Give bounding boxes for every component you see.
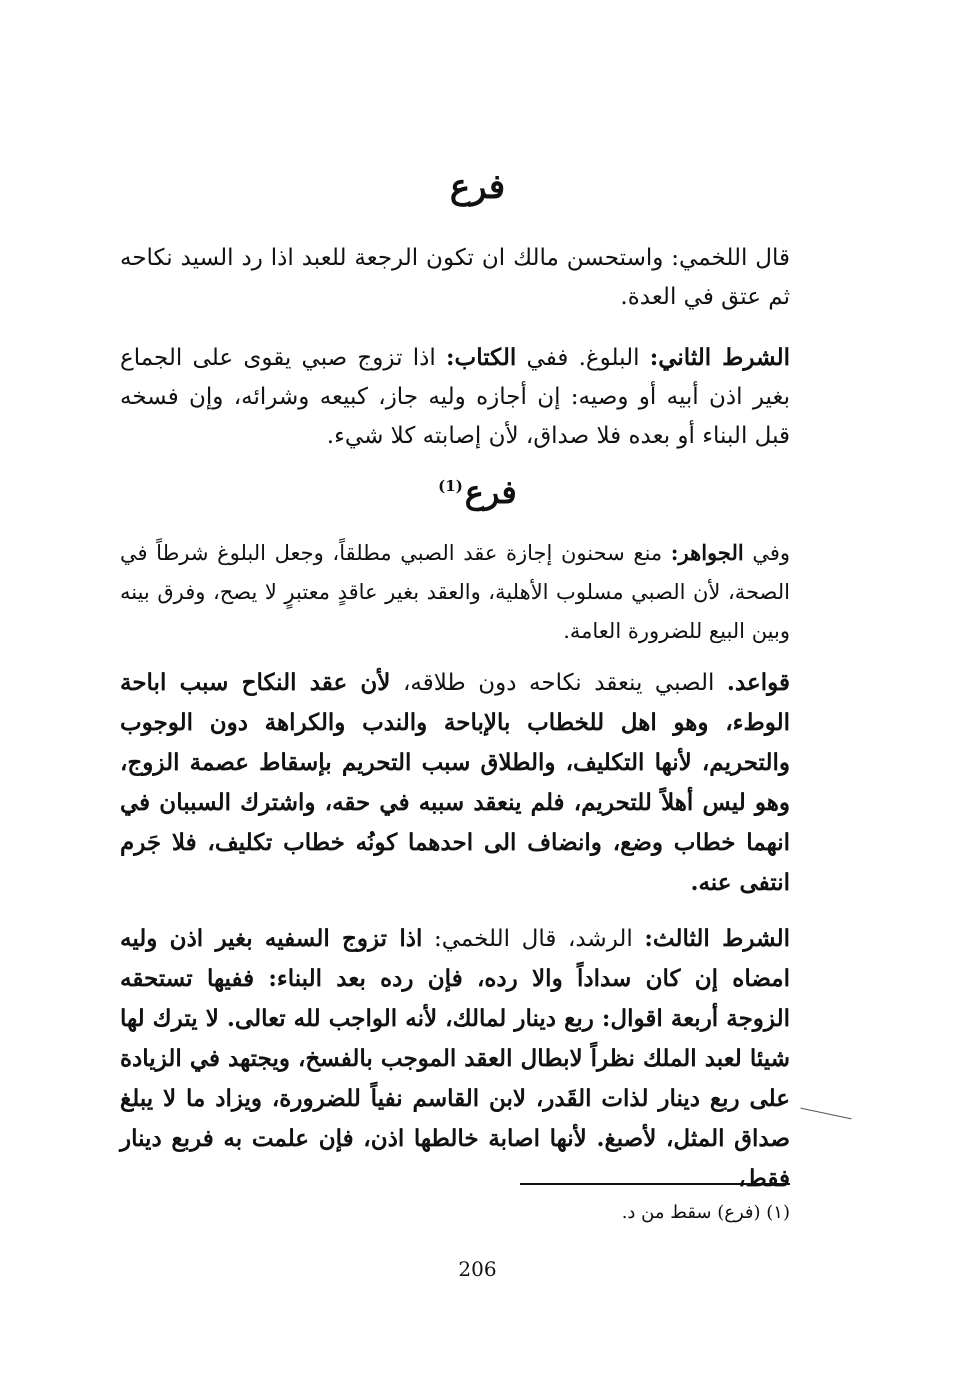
paragraph-bold-text: اذا تزوج السفيه بغير اذن وليه امضاه إن كان سداداً والا رده، فإن رده بعد البناء: ففيها تستحقه الزوجة أربعة اقوال: ربع دينار لمالك، لأنه الواجب لله تعالى. لا يترك لها شيئا لعبد الملك نظراً لابطال العقد الموجب بالفسخ، ويجتهد في الزيادة على ربع دينار لذات القَدر، لابن القاسم نفياً للضرورة، ويزاد ما لا يبلغ صداق المثل، لأصبغ. لأنها اصابة خالطها اذن، فإن علمت به فربع دينار فقط، <box>120 925 790 1192</box>
source-reference: الجواهر: <box>670 540 744 565</box>
paragraph-third-condition <box>120 919 790 1199</box>
heading-label: فرع <box>464 473 517 511</box>
condition-label: الشرط الثاني: <box>649 344 791 371</box>
source-reference: الكتاب: <box>446 344 517 371</box>
paragraph-text: الصبي ينعقد نكاحه دون طلاقه، <box>390 670 727 696</box>
margin-pen-mark <box>800 1108 851 1120</box>
page-number: 206 <box>458 1257 497 1281</box>
section-heading-far: فرع <box>449 167 506 207</box>
paragraph-text: وفي <box>743 541 791 565</box>
footnote-marker: (1) <box>438 477 463 496</box>
paragraph-jawahir <box>120 533 790 651</box>
rules-label: قواعد. <box>726 669 790 696</box>
footnote-separator <box>520 1183 790 1185</box>
paragraph-text: اذا تزوج صبي يقوى على الجماع بغير اذن أبيه أو وصيه: إن أجازه وليه جاز، كبيعه وشرائه، وإن فسخه قبل البناء أو بعده فلا صداق، لأن إصابته كلا شيء. <box>120 345 790 449</box>
paragraph-text: منع سحنون إجازة عقد الصبي مطلقاً، وجعل البلوغ شرطاً في الصحة، لأن الصبي مسلوب الأهلية، والعقد بغير عاقدٍ معتبرٍ لا يصح، وفرق بينه وبين البيع للضرورة العامة. <box>120 541 790 643</box>
condition-label: الشرط الثالث: <box>644 925 790 952</box>
paragraph-text: الرشد، قال اللخمي: <box>422 926 645 952</box>
section-heading-far-footnoted <box>0 473 955 511</box>
footnote: (١) (فرع) سقط من د. <box>621 1202 790 1223</box>
paragraph-bold-text: لأن عقد النكاح سبب اباحة الوطء، وهو اهل للخطاب بالإباحة والندب والكراهة دون الوجوب والتحريم، لأنها التكليف، والطلاق سبب التحريم بإسقاط عصمة الزوج، وهو ليس أهلاً للتحريم، فلم ينعقد سببه في حقه، واشترك السببان في انهما خطاب وضع، وانضاف الى احدهما كونُه خطاب تكليف، فلا جَرم انتفى عنه. <box>120 669 790 896</box>
paragraph-lakhmi-raja: قال اللخمي: واستحسن مالك ان تكون الرجعة للعبد اذا رد السيد نكاحه ثم عتق في العدة. <box>120 245 790 310</box>
paragraph-qawaid <box>120 663 790 903</box>
paragraph-second-condition <box>120 338 790 456</box>
paragraph-text: البلوغ. ففي <box>516 345 650 371</box>
